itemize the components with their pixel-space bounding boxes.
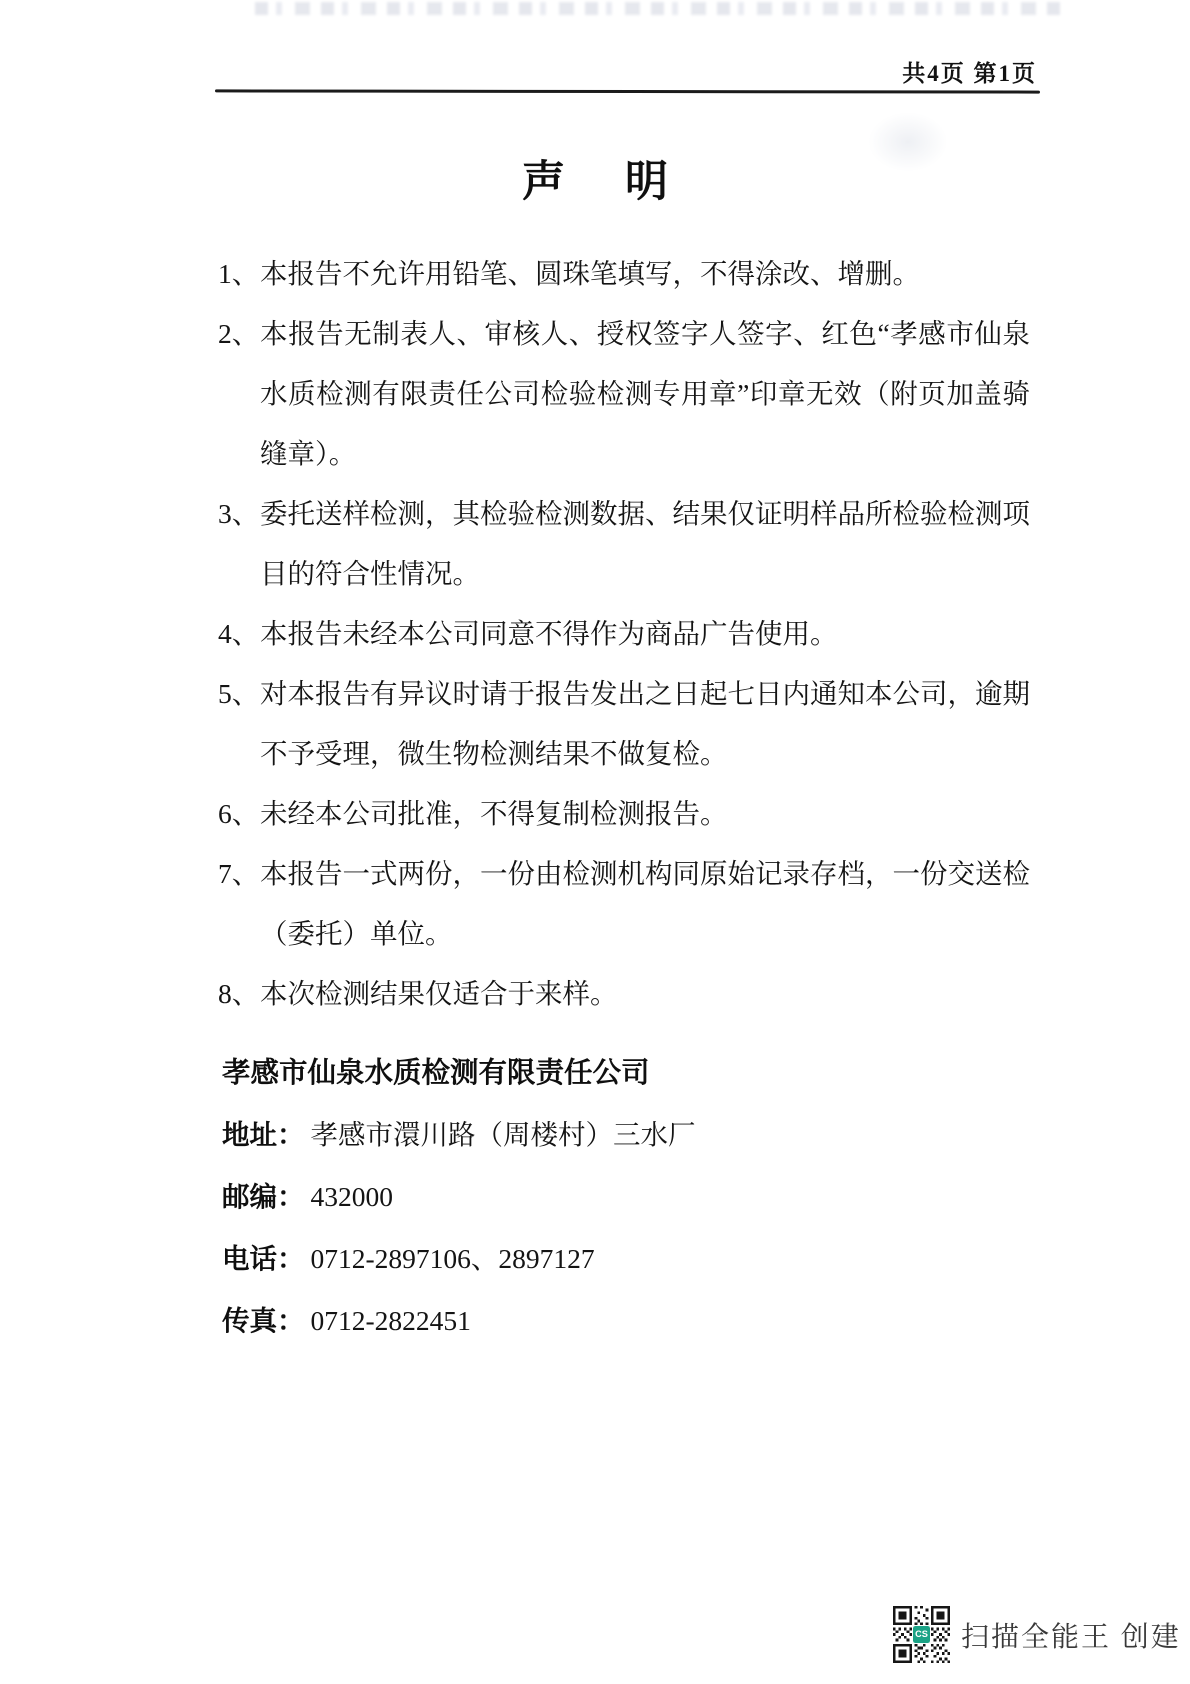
statement-number: 3、 bbox=[218, 498, 260, 529]
company-address-line bbox=[222, 1104, 1042, 1166]
statement-number: 1、 bbox=[218, 258, 260, 289]
address-value: 孝感市澴川路（周楼村）三水厂 bbox=[310, 1119, 696, 1150]
statement-item-2 bbox=[218, 304, 1030, 484]
fax-value: 0712-2822451 bbox=[310, 1305, 471, 1336]
statement-line: 本报告一式两份，一份由检测机构同原始记录存档，一份交送检 bbox=[260, 858, 1030, 889]
statement-line: 对本报告有异议时请于报告发出之日起七日内通知本公司，逾期 bbox=[260, 678, 1030, 709]
header-divider bbox=[215, 89, 1040, 93]
statement-number: 5、 bbox=[218, 678, 260, 709]
statement-item-3 bbox=[218, 484, 1030, 604]
phone-value: 0712-2897106、2897127 bbox=[310, 1243, 595, 1274]
qr-logo-text: CS bbox=[915, 1628, 928, 1639]
page-title: 声明 bbox=[522, 158, 728, 206]
qr-code-icon bbox=[893, 1606, 950, 1663]
scanner-watermark bbox=[893, 1606, 1181, 1663]
statement-item-5 bbox=[218, 664, 1030, 784]
statement-line: 委托送样检测，其检验检测数据、结果仅证明样品所检验检测项 bbox=[260, 498, 1030, 529]
statement-item-6 bbox=[218, 784, 1030, 844]
statement-number: 4、 bbox=[218, 618, 260, 649]
statement-line: 本次检测结果仅适合于来样。 bbox=[260, 978, 618, 1009]
zip-label: 邮编： bbox=[222, 1181, 305, 1212]
statement-line: 未经本公司批准，不得复制检测报告。 bbox=[260, 798, 728, 829]
statements-list bbox=[218, 244, 1030, 1024]
statement-line: 目的符合性情况。 bbox=[260, 558, 480, 589]
statement-number: 8、 bbox=[218, 978, 260, 1009]
zip-value: 432000 bbox=[310, 1181, 393, 1212]
statement-line: 本报告无制表人、审核人、授权签字人签字、红色“孝感市仙泉 bbox=[260, 318, 1030, 349]
statement-number: 2、 bbox=[218, 318, 260, 349]
company-info bbox=[222, 1042, 1042, 1352]
company-name: 孝感市仙泉水质检测有限责任公司 bbox=[222, 1057, 650, 1089]
statement-line: （委托）单位。 bbox=[260, 918, 453, 949]
statement-line: 不予受理，微生物检测结果不做复检。 bbox=[260, 738, 728, 769]
page-count-label: 共4页 第1页 bbox=[902, 61, 1037, 86]
statement-item-1 bbox=[218, 244, 1030, 304]
statement-line: 本报告未经本公司同意不得作为商品广告使用。 bbox=[260, 618, 838, 649]
phone-label: 电话： bbox=[222, 1243, 305, 1274]
company-zip-line bbox=[222, 1166, 1042, 1228]
watermark-text: 扫描全能王 创建 bbox=[961, 1620, 1181, 1652]
company-fax-line bbox=[222, 1290, 1042, 1352]
address-label: 地址： bbox=[222, 1119, 305, 1150]
statement-item-7 bbox=[218, 844, 1030, 964]
statement-line: 缝章）。 bbox=[260, 438, 357, 469]
statement-line: 本报告不允许用铅笔、圆珠笔填写，不得涂改、增删。 bbox=[260, 258, 920, 289]
company-phone-line bbox=[222, 1228, 1042, 1290]
statement-number: 7、 bbox=[218, 858, 260, 889]
fax-label: 传真： bbox=[222, 1305, 305, 1336]
statement-number: 6、 bbox=[218, 798, 260, 829]
statement-line: 水质检测有限责任公司检验检测专用章”印章无效（附页加盖骑 bbox=[260, 378, 1030, 409]
scan-bleed-artifact bbox=[255, 2, 1065, 15]
statement-item-8 bbox=[218, 964, 1030, 1024]
statement-item-4 bbox=[218, 604, 1030, 664]
